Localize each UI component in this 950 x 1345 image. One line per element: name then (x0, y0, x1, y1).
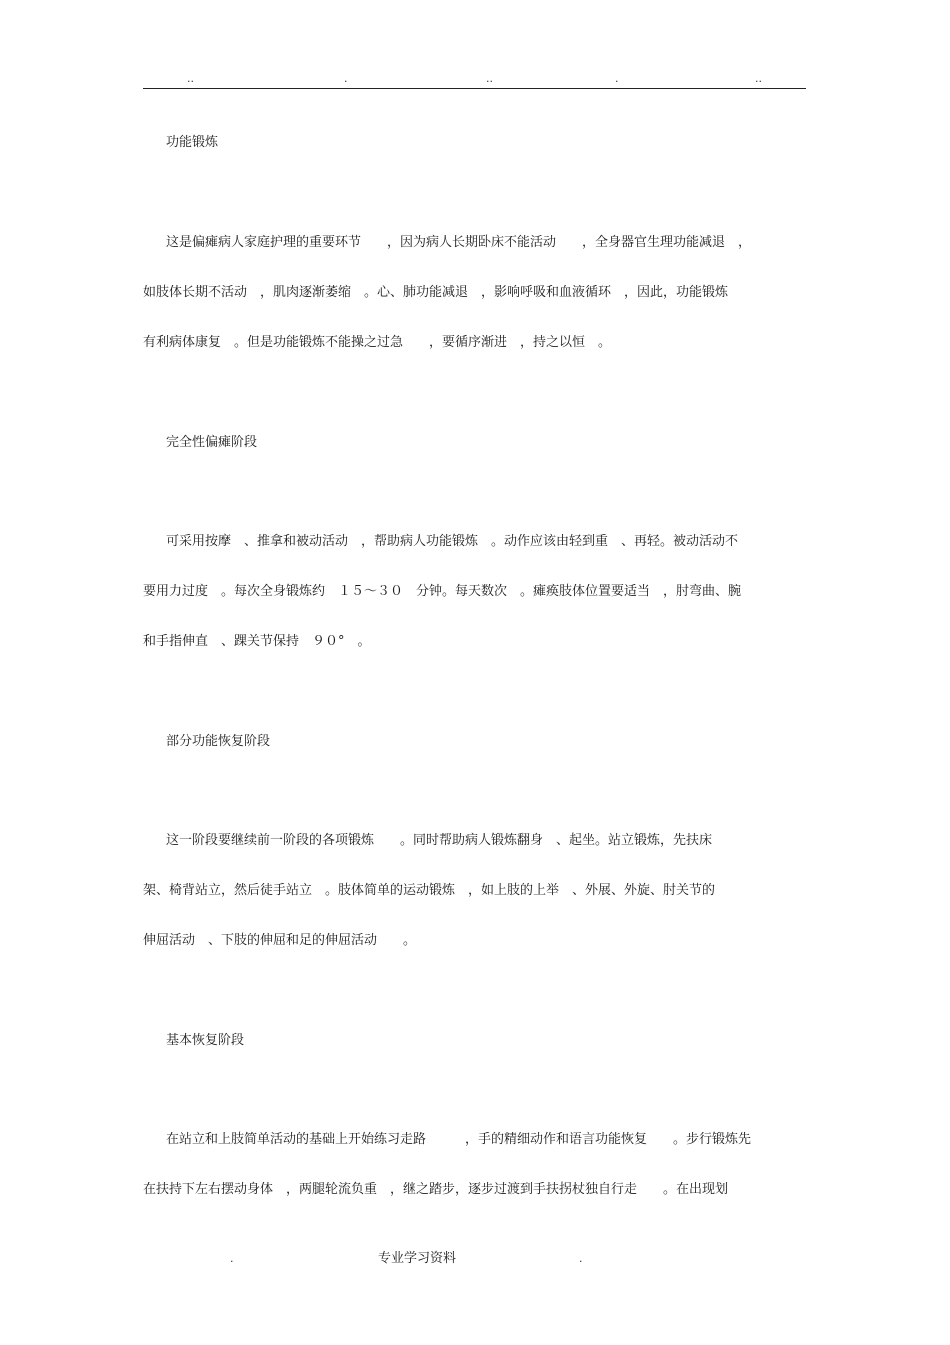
paragraph-line: 如肢体长期不活动 ，肌肉逐渐萎缩 。心、肺功能减退 ，影响呼吸和血液循环 ，因此，功能锻炼 (143, 285, 729, 300)
page-header (143, 72, 806, 88)
footer-mark: . (230, 1252, 234, 1265)
paragraph-line: 在站立和上肢简单活动的基础上开始练习走路 ，手的精细动作和语言功能恢复 。步行锻炼先 (166, 1132, 752, 1147)
paragraph-line: 伸屈活动 、下肢的伸屈和足的伸屈活动 。 (143, 933, 417, 948)
header-mark: .. (187, 72, 194, 85)
paragraph-line: 有利病体康复 。但是功能锻炼不能操之过急 ，要循序渐进 ，持之以恒 。 (143, 335, 612, 350)
section-heading: 功能锻炼 (166, 135, 219, 150)
section-heading: 基本恢复阶段 (166, 1033, 245, 1048)
footer-mark: . (579, 1252, 583, 1265)
paragraph-line: 这一阶段要继续前一阶段的各项锻炼 。同时帮助病人锻炼翻身 、起坐。站立锻炼，先扶床 (166, 833, 713, 848)
header-mark: .. (486, 72, 493, 85)
header-mark: . (615, 72, 619, 85)
header-mark: . (344, 72, 348, 85)
header-mark: .. (755, 72, 762, 85)
paragraph-line: 架、椅背站立，然后徒手站立 。肢体简单的运动锻炼 ，如上肢的上举 、外展、外旋、肘关节的 (143, 883, 716, 898)
paragraph-line: 和手指伸直 、踝关节保持 ９０° 。 (143, 634, 371, 649)
paragraph-line: 要用力过度 。每次全身锻炼约 １５～３０ 分钟。每天数次 。瘫痪肢体位置要适当 ，肘弯曲、腕 (143, 584, 742, 599)
paragraph-line: 在扶持下左右摆动身体 ，两腿轮流负重 ，继之踏步，逐步过渡到手扶拐杖独自行走 。在出现划 (143, 1182, 729, 1197)
section-heading: 部分功能恢复阶段 (166, 734, 271, 749)
header-rule (143, 88, 806, 89)
footer-label: 专业学习资料 (378, 1251, 457, 1266)
paragraph-line: 可采用按摩 、推拿和被动活动 ，帮助病人功能锻炼 。动作应该由轻到重 、再轻。被动活动不 (166, 534, 739, 549)
section-heading: 完全性偏瘫阶段 (166, 435, 258, 450)
paragraph-line: 这是偏瘫病人家庭护理的重要环节 ，因为病人长期卧床不能活动 ，全身器官生理功能减退 ， (166, 235, 752, 250)
